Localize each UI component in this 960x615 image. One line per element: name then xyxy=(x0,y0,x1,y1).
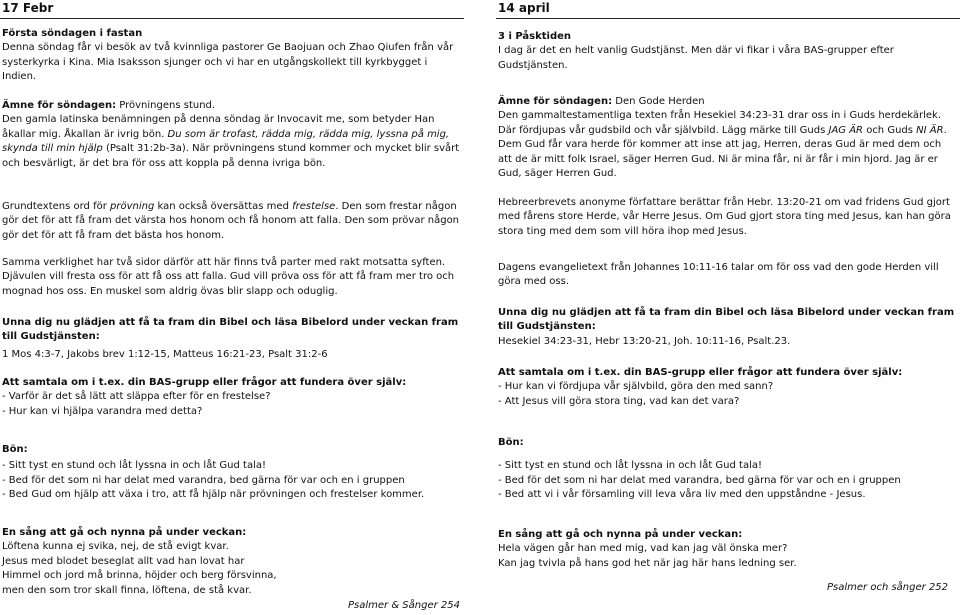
discussion-section xyxy=(498,366,958,409)
reading-heading: Unna dig nu glädjen att få ta fram din Bibel och läsa Bibelord under veckan fram till Gudstjänsten: xyxy=(498,307,955,333)
discussion-heading: Att samtala om i t.ex. din BAS-grupp eller frågor att fundera över själv: xyxy=(498,367,903,378)
intro-text: Denna söndag får vi besök av två kvinnliga pastorer Ge Baojuan och Zhao Qiufen från vår systerkyrka i Kina. Mia Isaksson sjunger och vi har en utgångskollekt till kyrkbygget i Indien. xyxy=(2,42,454,83)
grund-italic-2: frestelse xyxy=(292,201,336,212)
prayer-item: - Bed för det som ni har delat med varandra, bed gärna för var och en i gruppen xyxy=(498,474,901,486)
song-line: Hela vägen går han med mig, vad kan jag väl önska mer? xyxy=(498,543,788,555)
reading-section xyxy=(2,316,462,362)
prayer-item: - Sitt tyst en stund och låt lyssna in och låt Gud tala! xyxy=(2,460,266,472)
song-line: Löftena kunna ej svika, nej, de stå evigt kvar. xyxy=(2,541,229,553)
discussion-item: - Hur kan vi fördjupa vår självbild, göra den med sann? xyxy=(498,381,774,393)
prayer-heading: Bön: xyxy=(498,437,524,448)
theme-value: Den Gode Herden xyxy=(612,96,705,107)
theme-text: Den gamla latinska benämningen på denna söndag är Invocavit me, som betyder Han åkallar mig. Åkallan är ivrig bön. xyxy=(2,114,435,140)
theme-italic-1: JAG ÄR xyxy=(828,124,864,136)
song-heading: En sång att gå och nynna på under veckan: xyxy=(2,527,247,538)
song-reference: Psalmer och sånger 252 xyxy=(827,582,949,593)
samma-text: Samma verklighet har två sidor därför att här finns två parter med rakt motsatta syften. Djävulen vill fresta oss för att få oss att falla. Gud vill pröva oss för att få fram mer tro och mognad hos oss. En muskel som aldrig övas blir slapp och oduglig. xyxy=(2,257,455,297)
reading-refs: 1 Mos 4:3-7, Jakobs brev 1:12-15, Matteus 16:21-23, Psalt 31:2-6 xyxy=(2,348,328,360)
theme-text: Den gammaltestamentliga texten från Hesekiel 34:23-31 drar oss in i Guds herdekärlek. Där fördjupas vår gudsbild och vår självbild. Lägg märke till Guds xyxy=(498,110,942,136)
song-line: men den som tror skall finna, löftena, de stå kvar. xyxy=(2,584,252,596)
date-header: 14 april xyxy=(496,0,960,19)
theme-quote: Du som är trofast, rädda mig, rädda mig, lyssna på mig, skynda till min hjälp xyxy=(2,128,450,155)
intro-section xyxy=(498,30,958,73)
prayer-item: - Sitt tyst en stund och låt lyssna in och låt Gud tala! xyxy=(498,460,762,472)
reading-heading: Unna dig nu glädjen att få ta fram din Bibel och läsa Bibelord under veckan fram till Gudstjänsten: xyxy=(2,317,459,343)
song-section xyxy=(2,526,462,598)
theme-value: Prövningens stund. xyxy=(116,100,216,111)
theme-label: Ämne för söndagen: xyxy=(498,96,613,107)
gospel-paragraph xyxy=(498,261,958,290)
gospel-text: Dagens evangelietext från Johannes 10:11-16 talar om för oss vad den gode Herden vill göra med oss. xyxy=(498,262,939,288)
intro-text: I dag är det en helt vanlig Gudstjänst. Men där vi fikar i våra BAS-grupper efter Gudstjänsten. xyxy=(498,45,894,71)
discussion-item: - Att Jesus vill göra stora ting, vad kan det vara? xyxy=(498,395,740,407)
prayer-item: - Bed Gud om hjälp att växa i tro, att få hjälp när prövningen och frestelser kommer. xyxy=(2,489,425,501)
left-column xyxy=(0,0,464,615)
reading-refs: Hesekiel 34:23-31, Hebr 13:20-21, Joh. 10:11-16, Psalt.23. xyxy=(498,335,791,347)
prayer-heading: Bön: xyxy=(2,444,28,455)
grund-text: Grundtextens ord för xyxy=(2,201,111,212)
song-line: Himmel och jord må brinna, höjder och berg försvinna, xyxy=(2,570,277,582)
discussion-item: - Hur kan vi hjälpa varandra med detta? xyxy=(2,405,203,417)
discussion-section xyxy=(2,376,462,419)
grund-italic-1: prövning xyxy=(110,201,155,212)
discussion-item: - Varför är det så lätt att släppa efter för en frestelse? xyxy=(2,391,271,403)
grund-text-3: . Den som frestar någon gör det för att få fram det värsta hos honom och få honom att falla. Den som prövar någon gör det för att få fram det bästa hos honom. xyxy=(2,201,460,241)
sunday-title: Första söndagen i fastan xyxy=(2,28,143,39)
song-line: Kan jag tvivla på hans god het när jag här hans ledning ser. xyxy=(498,557,797,569)
hebr-paragraph xyxy=(498,196,958,239)
theme-section xyxy=(498,95,958,181)
grund-text-2: kan också översättas med xyxy=(154,201,293,212)
sunday-title: 3 i Påsktiden xyxy=(498,31,572,42)
prayer-item: - Bed att vi i vår församling vill leva våra liv med den uppståndne - Jesus. xyxy=(498,489,866,501)
discussion-heading: Att samtala om i t.ex. din BAS-grupp eller frågor att fundera över själv: xyxy=(2,377,407,388)
theme-text-3: . Dem Gud får vara herde för kommer att inse att jag, Herren, deras Gud är med dem och att de är mitt folk Israel, säger Herren Gud. Ni är mina får, ni är får i min hjord. Jag är er Gud, säger Herren Gud. xyxy=(498,124,947,180)
prayer-item: - Bed för det som ni har delat med varandra, bed gärna för var och en i gruppen xyxy=(2,474,405,486)
theme-text-2: och Guds xyxy=(863,124,917,136)
theme-section xyxy=(2,99,462,171)
samma-paragraph xyxy=(2,256,462,299)
theme-italic-2: NI ÄR xyxy=(916,124,944,136)
song-reference: Psalmer & Sånger 254 xyxy=(348,600,460,611)
theme-text-cont: (Psalt 31:2b-3a). När prövningens stund kommer och mycket blir svårt och besvärligt, är det bra för oss att koppla på denna ivriga bön. xyxy=(2,143,460,169)
intro-section xyxy=(2,27,462,85)
song-section xyxy=(498,528,958,571)
theme-label: Ämne för söndagen: xyxy=(2,100,117,111)
song-heading: En sång att gå och nynna på under veckan: xyxy=(498,529,743,540)
date-header: 17 Febr xyxy=(0,0,464,19)
prayer-section xyxy=(2,443,462,503)
reading-section xyxy=(498,306,958,349)
right-column xyxy=(496,0,960,615)
song-line: Jesus med blodet beseglat allt vad han lovat har xyxy=(2,555,245,567)
prayer-section xyxy=(498,436,958,503)
grund-paragraph xyxy=(2,200,462,243)
hebr-text: Hebreerbrevets anonyme författare berättar från Hebr. 13:20-21 om vad fridens Gud gjort med fårens store Herde, vår Herre Jesus. Om Gud gjort stora ting med Jesus, kan han göra stora ting med dem som vill höra ihop med Jesus. xyxy=(498,197,951,237)
